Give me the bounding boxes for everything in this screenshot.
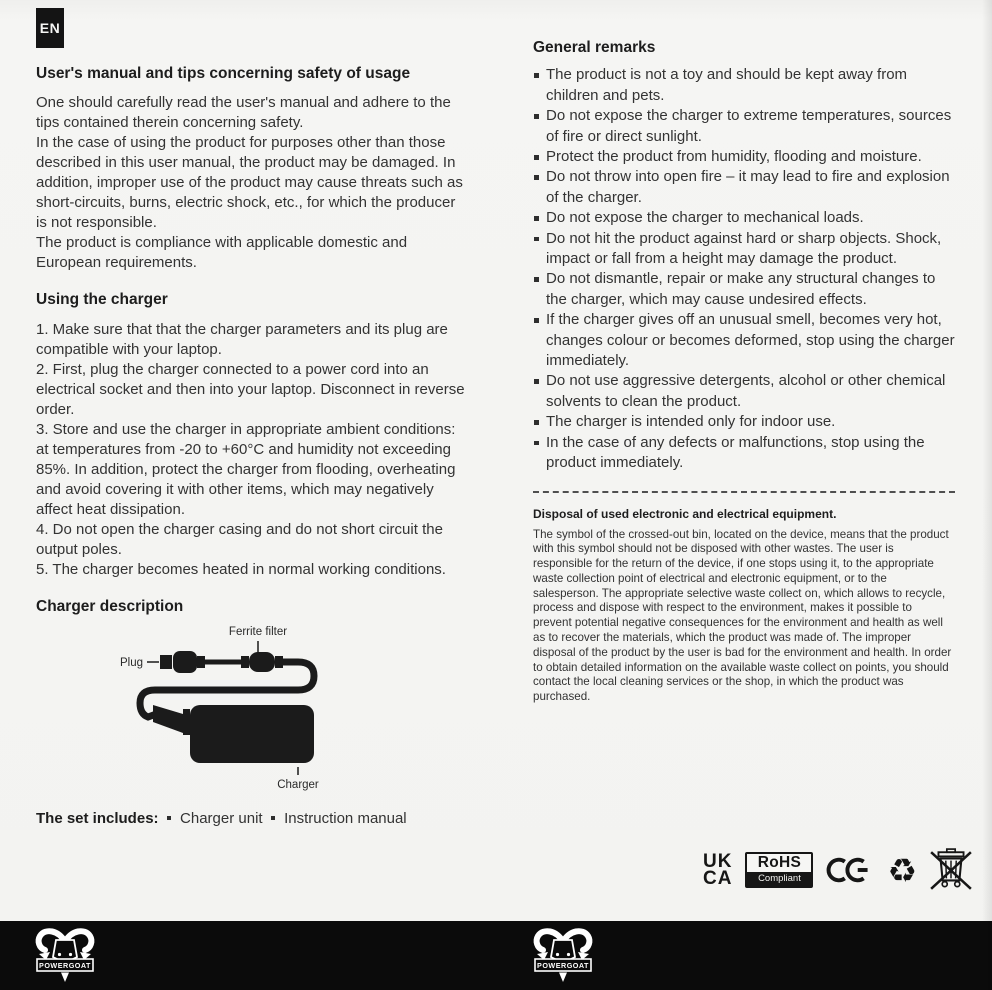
remark-item: Protect the product from humidity, flooding and moisture.	[533, 147, 959, 167]
plug-icon	[160, 651, 205, 673]
remark-item: The product is not a toy and should be kept away from children and pets.	[533, 65, 959, 106]
ferrite-filter-icon	[241, 652, 283, 672]
charger-step: 2. First, plug the charger connected to a power cord into an electrical socket and then into your laptop. Disconnect in reverse order.	[36, 360, 465, 418]
section-heading-using-charger: Using the charger	[36, 291, 168, 309]
rohs-badge	[745, 852, 813, 888]
plug-label: Plug	[119, 657, 143, 670]
remark-item: Do not use aggressive detergents, alcohol or other chemical solvents to clean the product.	[533, 371, 959, 412]
rohs-label: RoHS	[757, 854, 802, 871]
remark-item: If the charger gives off an unusual smell, becomes very hot, changes colour or becomes deformed, stop using the charger immediately.	[533, 310, 959, 371]
charger-diagram	[36, 618, 468, 796]
compliance-logos	[703, 845, 972, 895]
ukca-line: UK	[703, 850, 733, 872]
disposal-heading: Disposal of used electronic and electrical equipment.	[533, 506, 837, 521]
charger-step: 3. Store and use the charger in appropriate ambient conditions: at temperatures from -20 to +60°C and humidity not exceeding 85%. In addition, protect the charger from flooding, overheating and avoid covering it with other items, which may negatively affect heat dissipation.	[36, 420, 456, 518]
remark-item: The charger is intended only for indoor use.	[533, 412, 959, 432]
ferrite-filter-label: Ferrite filter	[228, 626, 288, 639]
crossed-out-bin-icon	[930, 847, 972, 893]
connector-collar	[183, 709, 190, 735]
charger-brick-icon	[190, 705, 314, 763]
remark-item: Do not throw into open fire – it may lead to fire and explosion of the charger.	[533, 167, 959, 208]
rohs-compliant-label: Compliant	[747, 872, 811, 886]
set-item: Instruction manual	[263, 810, 407, 827]
ce-mark-icon	[826, 855, 874, 885]
set-item: Charger unit	[159, 810, 263, 827]
dc-connector-icon	[153, 705, 183, 733]
left-column	[36, 64, 468, 827]
charger-step: 4. Do not open the charger casing and do not short circuit the output poles.	[36, 520, 443, 558]
remark-item: In the case of any defects or malfunctions, stop using the product immediately.	[533, 433, 959, 474]
powergoat-logo-icon	[33, 926, 97, 984]
dashed-divider	[533, 491, 955, 493]
section-heading-description: Charger description	[36, 597, 184, 615]
intro-paragraph: In the case of using the product for purposes other than those described in this user manual, the product may be damaged. In addition, improper use of the product may cause threats such as short-circuits, burns, electric shock, etc., for which the producer is not responsible.	[36, 134, 463, 232]
right-column	[533, 38, 959, 705]
section-heading-remarks: General remarks	[533, 39, 656, 56]
intro-paragraph: The product is compliance with applicable domestic and European requirements.	[36, 234, 408, 272]
remark-item: Do not dismantle, repair or make any structural changes to the charger, which may cause undesired effects.	[533, 269, 959, 310]
section-heading-usage: User's manual and tips concerning safety of usage	[36, 65, 411, 82]
ukca-mark-icon	[703, 850, 733, 889]
charger-label: Charger	[277, 779, 319, 792]
remark-item: Do not hit the product against hard or sharp objects. Shock, impact or fall from a height may damage the product.	[533, 229, 959, 270]
set-includes-label: The set includes:	[36, 810, 159, 828]
charger-step: 5. The charger becomes heated in normal working conditions.	[36, 560, 446, 578]
intro-paragraph: One should carefully read the user's manual and adhere to the tips contained therein concerning safety.	[36, 94, 451, 132]
powergoat-logo-icon	[531, 926, 595, 984]
ukca-line: CA	[703, 868, 733, 889]
footer-bar	[0, 921, 992, 990]
brand-name: POWERGOAT	[39, 961, 91, 970]
recycle-icon: ♻	[887, 851, 918, 889]
charger-step: 1. Make sure that that the charger parameters and its plug are compatible with your laptop.	[36, 320, 448, 358]
brand-name: POWERGOAT	[537, 961, 589, 970]
disposal-body: The symbol of the crossed-out bin, located on the device, means that the product with this symbol should not be disposed with other wastes. The user is responsible for the return of the device, if one stops using it, to the appropriate waste collection point of electrical and electronic equipment, or to the salesperson. The appropriate selective waste collect on, which allows to recycle, process and dispose with respect to the environment, makes it possible to prevent potential negative consequences for the environment and health as well as to recover the materials, which the product was made of. The improper disposal of the product by the user is bad for the environment and health. In order to obtain detailed information on the available waste collect on points, you should contact the local cleaning services or the shop, in which the product was purchased.	[533, 527, 952, 704]
set-includes-line	[36, 810, 468, 827]
remarks-list	[533, 65, 959, 473]
remark-item: Do not expose the charger to extreme temperatures, sources of fire or direct sunlight.	[533, 106, 959, 147]
language-badge: EN	[36, 8, 64, 48]
remark-item: Do not expose the charger to mechanical loads.	[533, 208, 959, 228]
